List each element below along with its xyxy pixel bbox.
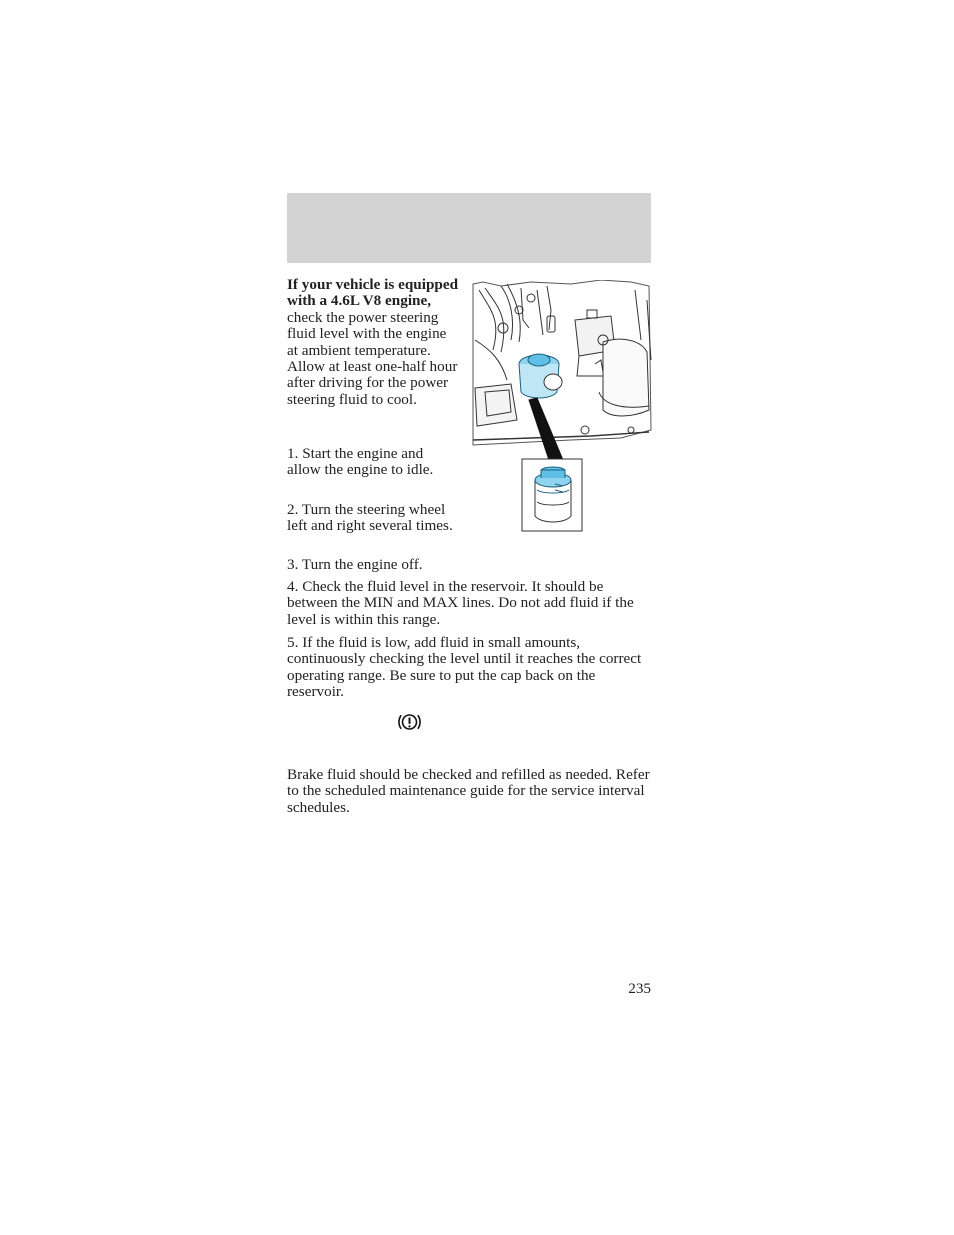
step-5: 5. If the fluid is low, add fluid in small amounts, continuously checking the level until it reaches the correct operating range. Be sure to put the cap back on the reservoir.: [287, 634, 642, 701]
brake-paragraph: Brake fluid should be checked and refilled as needed. Refer to the scheduled maintenance guide for the service interval schedules.: [287, 766, 650, 816]
brake-warning-icon: [397, 711, 422, 733]
intro-bold: If your vehicle is equipped with a 4.6L V8 engine,: [287, 276, 459, 310]
header-band: [287, 193, 651, 263]
page-number: 235: [628, 980, 651, 997]
step-3: 3. Turn the engine off.: [287, 556, 423, 573]
step-1: 1. Start the engine and allow the engine to idle.: [287, 445, 434, 479]
intro-rest: check the power steering fluid level with the engine at ambient temperature. Allow at least one-half hour after driving for the power steering fluid to cool.: [287, 308, 458, 408]
step-4: 4. Check the fluid level in the reservoir. It should be between the MIN and MAX lines. Do not add fluid if the level is within this range.: [287, 578, 634, 628]
intro-paragraph: [287, 277, 459, 408]
power-steering-reservoir-illustration: [471, 280, 652, 535]
step-2: 2. Turn the steering wheel left and right several times.: [287, 501, 453, 535]
